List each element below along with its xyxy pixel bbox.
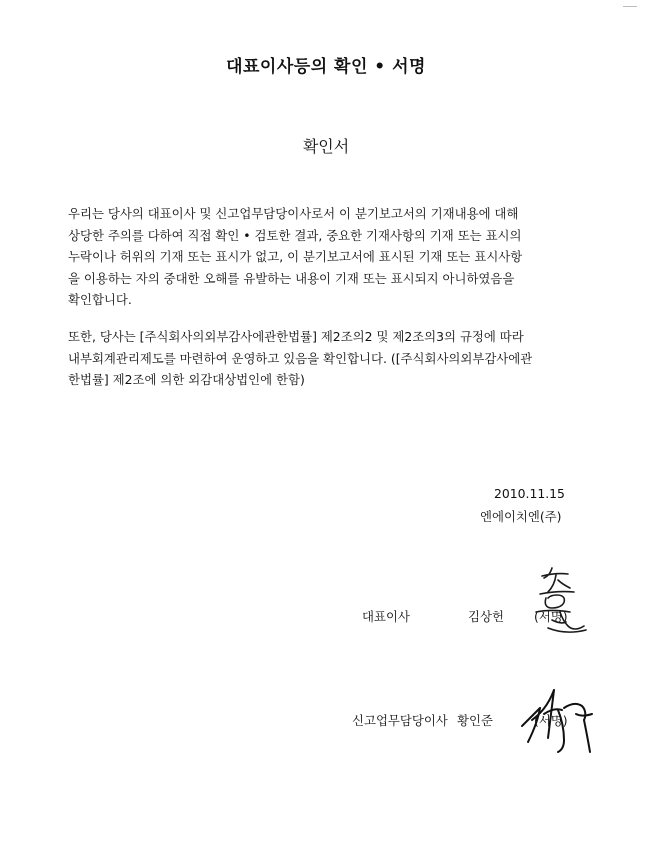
paragraph-line: 상당한 주의를 다하여 직접 확인 • 검토한 결과, 중요한 기재사항의 기재 또는 표시의 xyxy=(68,227,522,243)
paragraph-line: 한법률] 제2조에 의한 외감대상법인에 한함) xyxy=(68,372,305,388)
ceo-handwritten-signature xyxy=(522,564,592,640)
paragraph-line: 또한, 당사는 [주식회사의외부감사에관한법률] 제2조의2 및 제2조의3의 규정에 따라 xyxy=(68,329,524,344)
paragraph-line: 을 이용하는 자의 중대한 오해를 유발하는 내용이 기재 또는 표시되지 아니하였음을 xyxy=(68,270,515,286)
paragraph-line: 확인합니다. xyxy=(68,292,132,308)
paragraph-line: 우리는 당사의 대표이사 및 신고업무담당이사로서 이 분기보고서의 기재내용에 대해 xyxy=(68,206,519,221)
disclosure-officer-name: 황인준 xyxy=(457,713,493,728)
disclosure-officer-title: 신고업무담당이사 xyxy=(352,713,448,728)
internal-control-paragraph xyxy=(68,326,588,391)
scan-speck xyxy=(623,6,637,7)
document-date: 2010.11.15 xyxy=(494,486,565,501)
paragraph-line: 내부회계관리제도를 마련하여 운영하고 있음을 확인합니다. ([주식회사의외부감사에관 xyxy=(68,350,533,366)
ceo-name: 김상헌 xyxy=(468,609,504,624)
ceo-signature-label: (서명) xyxy=(534,609,568,624)
paragraph-line: 누락이나 허위의 기재 또는 표시가 없고, 이 분기보고서에 표시된 기재 또는 표시사항 xyxy=(68,249,523,265)
disclosure-officer-handwritten-signature xyxy=(514,680,604,760)
confirmation-paragraph xyxy=(68,203,588,311)
document-title: 확인서 xyxy=(302,137,350,156)
header-title: 대표이사등의 확인 • 서명 xyxy=(226,57,426,77)
company-name: 엔에이치엔(주) xyxy=(480,509,562,524)
ceo-title: 대표이사 xyxy=(362,609,410,624)
disclosure-officer-signature-label: (서명) xyxy=(534,713,568,728)
